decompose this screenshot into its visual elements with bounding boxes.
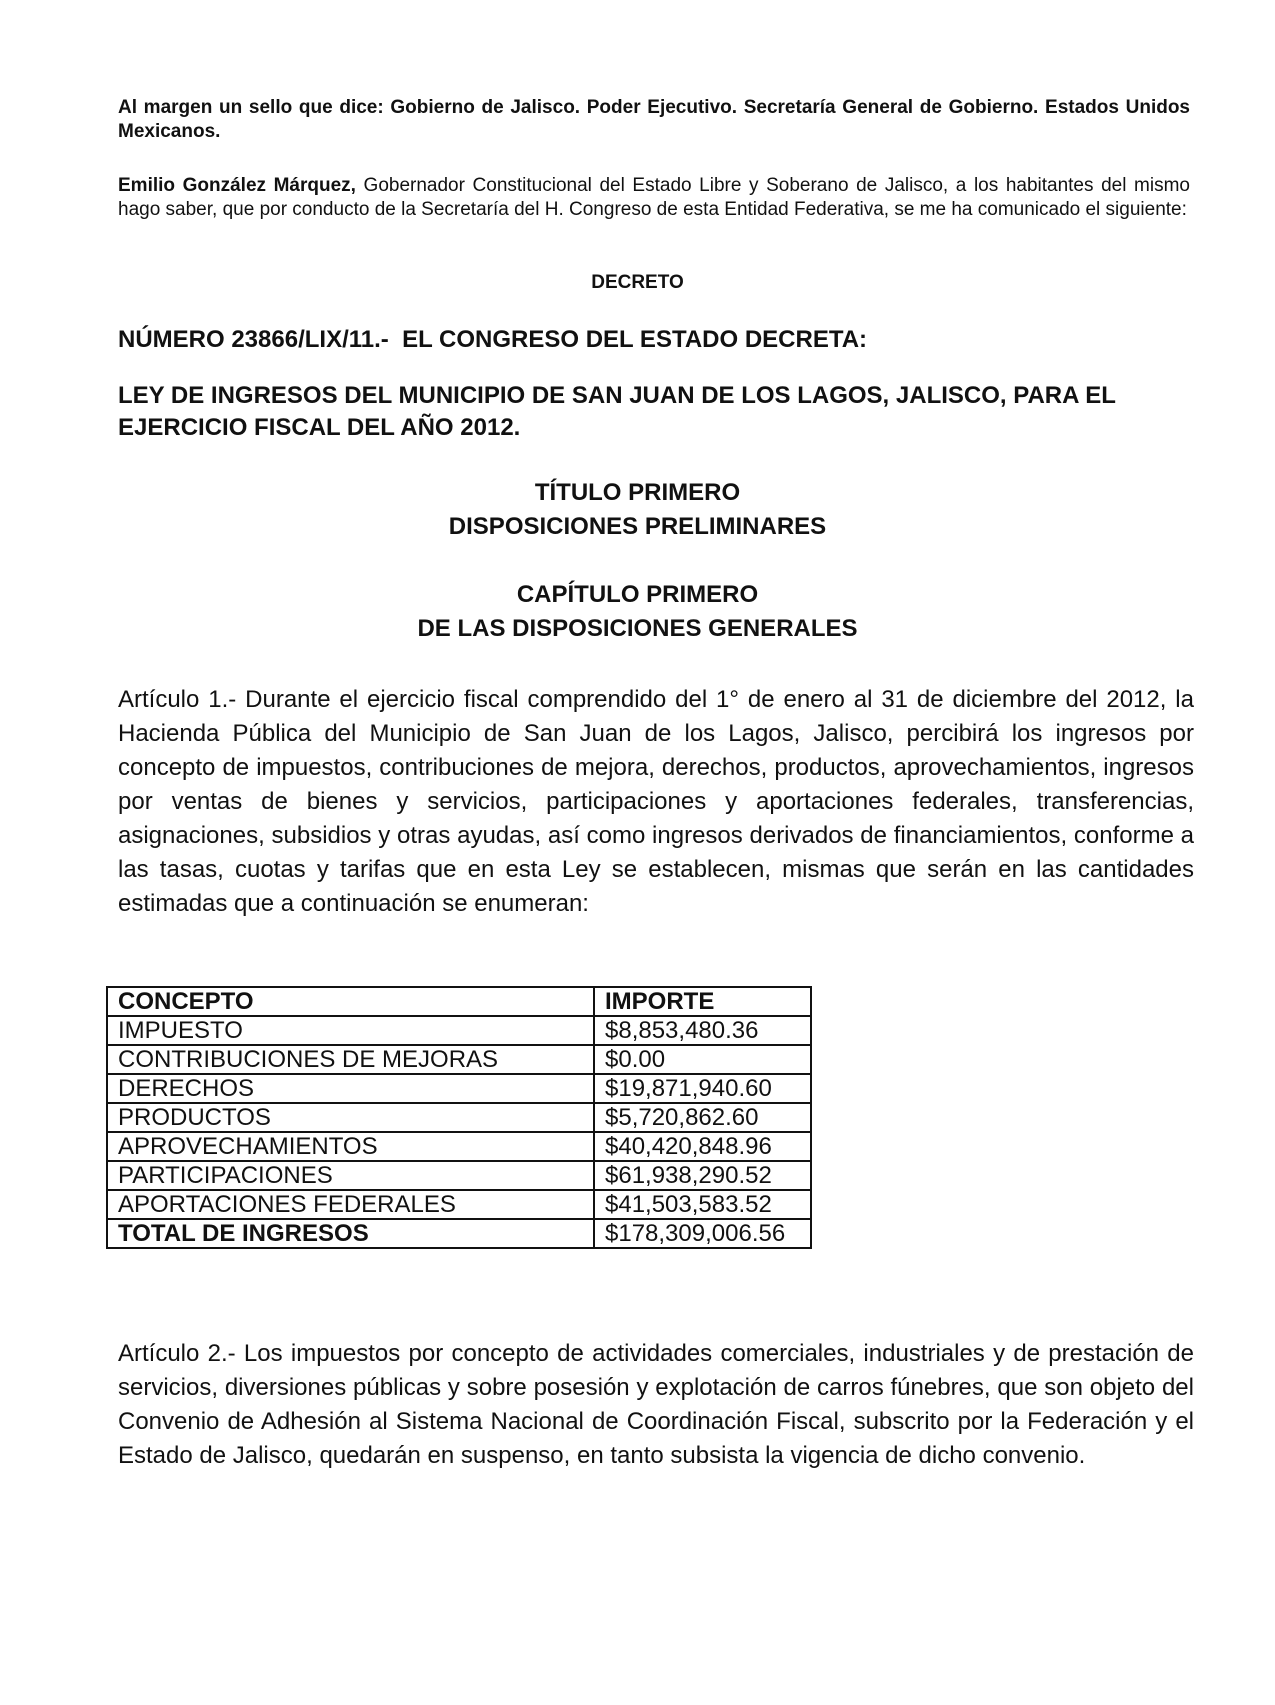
article-2: Artículo 2.- Los impuestos por concepto de actividades comerciales, industriales y de prestación de servicios, diversiones públicas y sobre posesión y explotación de carros fúnebres, que son objeto del Convenio de Adhesión al Sistema Nacional de Coordinación Fiscal, subscrito por la Federación y el Estado de Jalisco, quedarán en suspenso, en tanto subsista la vigencia de dicho convenio.	[118, 1340, 1194, 1469]
row-concepto: IMPUESTO	[107, 1016, 594, 1045]
table-row	[107, 1045, 811, 1074]
row-importe: $61,938,290.52	[594, 1161, 811, 1190]
header-concepto: CONCEPTO	[107, 987, 594, 1016]
article-1: Artículo 1.- Durante el ejercicio fiscal comprendido del 1° de enero al 31 de diciembre del 2012, la Hacienda Pública del Municipio de San Juan de los Lagos, Jalisco, percibirá los ingresos por concepto de impuestos, contribuciones de mejora, derechos, productos, aprovechamientos, ingresos por ventas de bienes y servicios, participaciones y aportaciones federales, transferencias, asignaciones, subsidios y otras ayudas, así como ingresos derivados de financiamientos, conforme a las tasas, cuotas y tarifas que en esta Ley se establecen, mismas que serán en las cantidades estimadas que a continuación se enumeran:	[118, 686, 1194, 917]
title-line-2: DISPOSICIONES PRELIMINARES	[448, 513, 827, 540]
row-importe: $40,420,848.96	[594, 1132, 811, 1161]
table-row	[107, 1016, 811, 1045]
total-importe: $178,309,006.56	[594, 1219, 811, 1248]
margin-seal-note: Al margen un sello que dice: Gobierno de Jalisco. Poder Ejecutivo. Secretaría General de Gobierno. Estados Unidos Mexicanos.	[118, 97, 1190, 142]
law-title: LEY DE INGRESOS DEL MUNICIPIO DE SAN JUAN DE LOS LAGOS, JALISCO, PARA EL EJERCICIO FISCAL DEL AÑO 2012.	[118, 382, 1116, 441]
row-concepto: PARTICIPACIONES	[107, 1161, 594, 1190]
row-concepto: DERECHOS	[107, 1074, 594, 1103]
chapter-heading	[0, 578, 1275, 646]
row-concepto: APROVECHAMIENTOS	[107, 1132, 594, 1161]
decree-number-heading: NÚMERO 23866/LIX/11.- EL CONGRESO DEL ESTADO DECRETA:	[118, 326, 868, 353]
table-row	[107, 1074, 811, 1103]
table-row	[107, 1103, 811, 1132]
row-importe: $0.00	[594, 1045, 811, 1074]
row-importe: $41,503,583.52	[594, 1190, 811, 1219]
intro-text: Gobernador Constitucional del Estado Libre y Soberano de Jalisco, a los habitantes del mismo hago saber, que por conducto de la Secretaría del H. Congreso de esta Entidad Federativa, se me ha comunicado el siguiente:	[118, 175, 1190, 220]
table-row	[107, 1190, 811, 1219]
row-concepto: APORTACIONES FEDERALES	[107, 1190, 594, 1219]
decreto-label: DECRETO	[591, 272, 684, 293]
row-importe: $8,853,480.36	[594, 1016, 811, 1045]
chapter-line-2: DE LAS DISPOSICIONES GENERALES	[417, 615, 858, 642]
table-total-row	[107, 1219, 811, 1248]
governor-name: Emilio González Márquez,	[118, 175, 356, 196]
table-row	[107, 1132, 811, 1161]
total-concepto: TOTAL DE INGRESOS	[107, 1219, 594, 1248]
title-line-1: TÍTULO PRIMERO	[534, 479, 741, 506]
chapter-line-1: CAPÍTULO PRIMERO	[516, 581, 759, 608]
row-importe: $5,720,862.60	[594, 1103, 811, 1132]
table-header-row	[107, 987, 811, 1016]
title-heading	[0, 476, 1275, 544]
intro-paragraph	[118, 174, 1190, 222]
header-importe: IMPORTE	[594, 987, 811, 1016]
row-concepto: CONTRIBUCIONES DE MEJORAS	[107, 1045, 594, 1074]
income-table	[106, 986, 812, 1249]
table-row	[107, 1161, 811, 1190]
row-concepto: PRODUCTOS	[107, 1103, 594, 1132]
row-importe: $19,871,940.60	[594, 1074, 811, 1103]
